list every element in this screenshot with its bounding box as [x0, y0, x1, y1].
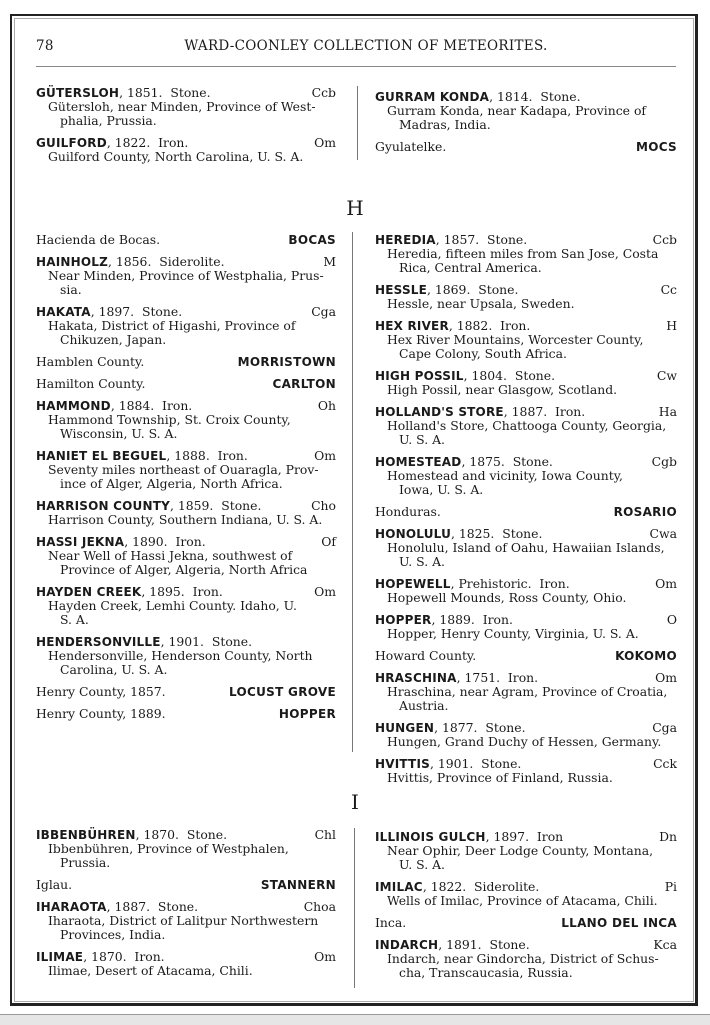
- entry-headline: [375, 319, 677, 333]
- locality-text: Rica, Central America.: [399, 260, 542, 275]
- locality-text: Iowa, U. S. A.: [399, 482, 484, 497]
- locality-text: Guilford County, North Carolina, U. S. A.: [48, 149, 304, 164]
- xref-label: Hacienda de Bocas.: [36, 232, 161, 247]
- entry-headline: [36, 535, 336, 549]
- entry-headline: [375, 757, 677, 771]
- meteorite-entry: [375, 319, 677, 361]
- meteorite-name: IBBENBÜHREN: [36, 828, 136, 842]
- classification-code: Cga: [311, 304, 336, 319]
- meteorite-entry: [375, 369, 677, 397]
- meteorite-entry: [375, 613, 677, 641]
- locality-text: Near Well of Hassi Jekna, southwest of: [48, 548, 293, 563]
- locality-text: Hopewell Mounds, Ross County, Ohio.: [387, 590, 627, 605]
- meteorite-name: HUNGEN: [375, 721, 435, 735]
- xref-target: MORRISTOWN: [237, 355, 336, 369]
- meteorite-entry: [36, 900, 336, 942]
- entry-headline: [36, 499, 336, 513]
- entry-headline: [36, 900, 336, 914]
- meteorite-entry: [36, 305, 336, 347]
- entry-date-type: , 1804. Stone.: [463, 368, 556, 383]
- classification-code: Ccb: [311, 85, 336, 100]
- entry-title: [36, 399, 192, 413]
- cross-reference: [375, 140, 677, 154]
- meteorite-name: HEREDIA: [375, 233, 436, 247]
- xref-target: STANNERN: [260, 878, 336, 892]
- entry-headline: [375, 671, 677, 685]
- locality-text: Ilimae, Desert of Atacama, Chili.: [48, 963, 253, 978]
- classification-code: M: [323, 254, 336, 269]
- meteorite-name: GÜTERSLOH: [36, 86, 120, 100]
- entry-title: [375, 405, 585, 419]
- meteorite-entry: [36, 535, 336, 577]
- classification-code: Cga: [652, 720, 677, 735]
- locality-text: Hakata, District of Higashi, Province of: [48, 318, 296, 333]
- meteorite-entry: [375, 721, 677, 749]
- section-letter-h: H: [346, 196, 364, 220]
- entry-date-type: , Prehistoric. Iron.: [450, 576, 570, 591]
- entry-date-type: , 1877. Stone.: [434, 720, 526, 735]
- entry-date-type: , 1822. Siderolite.: [422, 879, 540, 894]
- section-letter-i: I: [351, 790, 359, 814]
- meteorite-entry: [375, 671, 677, 713]
- classification-code: Cw: [656, 368, 677, 383]
- entry-headline: [375, 455, 677, 469]
- locality-text: phalia, Prussia.: [60, 113, 157, 128]
- column-divider: [357, 86, 358, 160]
- entry-date-type: , 1751. Iron.: [456, 670, 539, 685]
- entry-date-type: , 1851. Stone.: [119, 85, 211, 100]
- locality-text: Ibbenbühren, Province of Westphalen,: [48, 841, 289, 856]
- entry-title: [375, 233, 527, 247]
- xref-label: Gyulatelke.: [375, 139, 447, 154]
- entry-date-type: , 1870. Iron.: [83, 949, 165, 964]
- locality-text: Hayden Creek, Lemhi County. Idaho, U.: [48, 598, 297, 613]
- meteorite-name: HOPPER: [375, 613, 432, 627]
- meteorite-entry: [36, 499, 336, 527]
- meteorite-entry: [375, 757, 677, 785]
- xref-label: Hamilton County.: [36, 376, 146, 391]
- meteorite-name: ILIMAE: [36, 950, 84, 964]
- locality-text: Near Minden, Province of Westphalia, Prus-: [48, 268, 324, 283]
- entry-headline: [36, 828, 336, 842]
- entry-headline: [375, 721, 677, 735]
- locality-text: Hopper, Henry County, Virginia, U. S. A.: [387, 626, 639, 641]
- column-i-right: [375, 830, 677, 988]
- entry-date-type: , 1901. Stone.: [160, 634, 253, 649]
- meteorite-name: IHARAOTA: [36, 900, 107, 914]
- locality-text: Honolulu, Island of Oahu, Hawaiian Islands,: [387, 540, 665, 555]
- locality-text: Hvittis, Province of Finland, Russia.: [387, 770, 613, 785]
- column-g-right: [375, 90, 677, 162]
- entry-date-type: , 1897. Stone.: [90, 304, 183, 319]
- locality-text: Harrison County, Southern Indiana, U. S. A.: [48, 512, 323, 527]
- locality-text: Iharaota, District of Lalitpur Northwestern: [48, 913, 319, 928]
- meteorite-entry: [375, 830, 677, 872]
- meteorite-name: HAMMOND: [36, 399, 111, 413]
- locality-text: Seventy miles northeast of Ouaragla, Prov-: [48, 462, 319, 477]
- entry-date-type: , 1859. Stone.: [170, 498, 262, 513]
- entry-headline: [375, 880, 677, 894]
- xref-target: ROSARIO: [613, 505, 677, 519]
- meteorite-name: HASSI JEKNA: [36, 535, 125, 549]
- entry-headline: [36, 305, 336, 319]
- locality-text: U. S. A.: [399, 857, 445, 872]
- classification-code: Om: [314, 135, 336, 150]
- column-divider: [354, 828, 355, 988]
- entry-date-type: , 1857. Stone.: [435, 232, 528, 247]
- xref-label: Iglau.: [36, 877, 73, 892]
- locality-text: Province of Alger, Algeria, North Africa: [60, 562, 308, 577]
- locality-text: Heredia, fifteen miles from San Jose, Costa: [387, 246, 659, 261]
- meteorite-entry: [36, 136, 336, 164]
- entry-headline: [36, 255, 336, 269]
- meteorite-entry: [375, 938, 677, 980]
- entry-title: [375, 830, 563, 844]
- entry-title: [36, 86, 211, 100]
- meteorite-name: GURRAM KONDA: [375, 90, 490, 104]
- locality-text: Wisconsin, U. S. A.: [60, 426, 178, 441]
- classification-code: Om: [314, 584, 336, 599]
- meteorite-name: HOMESTEAD: [375, 455, 462, 469]
- entry-headline: [375, 613, 677, 627]
- entry-title: [375, 577, 570, 591]
- entry-headline: [36, 635, 336, 649]
- meteorite-name: GUILFORD: [36, 136, 107, 150]
- scan-bottom-edge: [0, 1014, 710, 1025]
- locality-text: S. A.: [60, 612, 89, 627]
- meteorite-name: HENDERSONVILLE: [36, 635, 161, 649]
- entry-title: [375, 455, 553, 469]
- entry-title: [36, 585, 223, 599]
- classification-code: Om: [655, 576, 677, 591]
- classification-code: Oh: [317, 398, 336, 413]
- classification-code: H: [666, 318, 677, 333]
- entry-title: [375, 369, 555, 383]
- meteorite-name: HIGH POSSIL: [375, 369, 464, 383]
- entry-date-type: , 1884. Iron.: [110, 398, 193, 413]
- locality-text: Madras, India.: [399, 117, 491, 132]
- entry-headline: [375, 527, 677, 541]
- entry-headline: [375, 405, 677, 419]
- classification-code: Cho: [311, 498, 336, 513]
- xref-label: Howard County.: [375, 648, 477, 663]
- locality-text: ince of Alger, Algeria, North Africa.: [60, 476, 283, 491]
- classification-code: Cgb: [651, 454, 677, 469]
- meteorite-entry: [36, 635, 336, 677]
- locality-text: Cape Colony, South Africa.: [399, 346, 567, 361]
- entry-headline: [375, 577, 677, 591]
- entry-date-type: , 1825. Stone.: [451, 526, 543, 541]
- entry-title: [36, 900, 198, 914]
- entry-headline: [36, 86, 336, 100]
- cross-reference: [36, 707, 336, 721]
- entry-title: [36, 305, 182, 319]
- entry-date-type: , 1901. Stone.: [429, 756, 522, 771]
- entry-headline: [36, 449, 336, 463]
- entry-title: [375, 671, 538, 685]
- entry-title: [36, 535, 206, 549]
- classification-code: Pi: [664, 879, 677, 894]
- entry-date-type: , 1882. Iron.: [448, 318, 531, 333]
- xref-target: LOCUST GROVE: [228, 685, 336, 699]
- column-h-right: [375, 233, 677, 793]
- locality-text: Hammond Township, St. Croix County,: [48, 412, 291, 427]
- xref-label: Honduras.: [375, 504, 441, 519]
- entry-title: [375, 90, 581, 104]
- locality-text: Chikuzen, Japan.: [60, 332, 167, 347]
- entry-date-type: , 1856. Siderolite.: [108, 254, 225, 269]
- cross-reference: [375, 505, 677, 519]
- locality-text: U. S. A.: [399, 554, 445, 569]
- entry-headline: [375, 283, 677, 297]
- classification-code: Ha: [658, 404, 677, 419]
- meteorite-entry: [375, 405, 677, 447]
- entry-headline: [36, 950, 336, 964]
- entry-date-type: , 1891. Stone.: [438, 937, 530, 952]
- meteorite-entry: [36, 449, 336, 491]
- column-i-left: [36, 828, 336, 986]
- xref-label: Henry County, 1857.: [36, 684, 166, 699]
- entry-headline: [375, 369, 677, 383]
- xref-label: Hamblen County.: [36, 354, 145, 369]
- meteorite-entry: [375, 577, 677, 605]
- locality-text: Homestead and vicinity, Iowa County,: [387, 468, 623, 483]
- entry-title: [375, 319, 530, 333]
- classification-code: Cwa: [649, 526, 677, 541]
- cross-reference: [36, 878, 336, 892]
- entry-title: [36, 255, 225, 269]
- locality-text: sia.: [60, 282, 82, 297]
- xref-label: Inca.: [375, 915, 407, 930]
- classification-code: Ccb: [652, 232, 677, 247]
- entry-date-type: , 1895. Iron.: [141, 584, 223, 599]
- entry-date-type: , 1897. Iron: [485, 829, 564, 844]
- running-title: WARD-COONLEY COLLECTION OF METEORITES.: [184, 38, 548, 54]
- meteorite-name: HONOLULU: [375, 527, 452, 541]
- meteorite-entry: [36, 255, 336, 297]
- classification-code: Om: [314, 949, 336, 964]
- classification-code: O: [666, 612, 677, 627]
- entry-date-type: , 1890. Iron.: [124, 534, 206, 549]
- locality-text: Prussia.: [60, 855, 111, 870]
- entry-date-type: , 1822. Iron.: [106, 135, 189, 150]
- locality-text: Holland's Store, Chattooga County, Georgia,: [387, 418, 667, 433]
- meteorite-entry: [375, 233, 677, 275]
- classification-code: Choa: [303, 899, 336, 914]
- classification-code: Of: [321, 534, 336, 549]
- entry-title: [375, 880, 539, 894]
- entry-title: [36, 449, 248, 463]
- column-g-left: [36, 86, 336, 172]
- meteorite-name: HOLLAND'S STORE: [375, 405, 504, 419]
- meteorite-name: HARRISON COUNTY: [36, 499, 171, 513]
- entry-date-type: , 1887. Stone.: [106, 899, 199, 914]
- header-rule: [36, 66, 676, 67]
- xref-target: HOPPER: [278, 707, 336, 721]
- meteorite-name: INDARCH: [375, 938, 439, 952]
- locality-text: U. S. A.: [399, 432, 445, 447]
- entry-title: [36, 635, 252, 649]
- classification-code: Dn: [659, 829, 677, 844]
- meteorite-entry: [36, 86, 336, 128]
- locality-text: Gurram Konda, near Kadapa, Province of: [387, 103, 646, 118]
- cross-reference: [375, 649, 677, 663]
- meteorite-entry: [375, 455, 677, 497]
- running-head: [36, 38, 676, 60]
- entry-date-type: , 1889. Iron.: [431, 612, 513, 627]
- classification-code: Om: [655, 670, 677, 685]
- cross-reference: [36, 377, 336, 391]
- entry-title: [375, 757, 521, 771]
- entry-headline: [36, 136, 336, 150]
- meteorite-name: IMILAC: [375, 880, 423, 894]
- meteorite-entry: [36, 399, 336, 441]
- locality-text: Hungen, Grand Duchy of Hessen, Germany.: [387, 734, 662, 749]
- entry-date-type: , 1875. Stone.: [461, 454, 553, 469]
- locality-text: Hraschina, near Agram, Province of Croatia,: [387, 684, 668, 699]
- meteorite-entry: [36, 585, 336, 627]
- entry-title: [375, 721, 526, 735]
- meteorite-name: HRASCHINA: [375, 671, 457, 685]
- meteorite-entry: [375, 527, 677, 569]
- meteorite-entry: [36, 828, 336, 870]
- entry-date-type: , 1870. Stone.: [135, 827, 228, 842]
- classification-code: Om: [314, 448, 336, 463]
- xref-target: MOCS: [635, 140, 677, 154]
- entry-headline: [36, 585, 336, 599]
- entry-headline: [375, 233, 677, 247]
- entry-headline: [375, 938, 677, 952]
- column-h-left: [36, 233, 336, 729]
- locality-text: Hex River Mountains, Worcester County,: [387, 332, 644, 347]
- meteorite-name: HAYDEN CREEK: [36, 585, 142, 599]
- locality-text: Gütersloh, near Minden, Province of West-: [48, 99, 316, 114]
- column-divider: [352, 232, 353, 752]
- classification-code: Cck: [653, 756, 677, 771]
- meteorite-name: HEX RIVER: [375, 319, 449, 333]
- locality-text: Wells of Imilac, Province of Atacama, Chili.: [387, 893, 658, 908]
- xref-target: KOKOMO: [615, 649, 677, 663]
- meteorite-entry: [375, 880, 677, 908]
- locality-text: Hendersonville, Henderson County, North: [48, 648, 313, 663]
- entry-headline: [36, 399, 336, 413]
- meteorite-entry: [36, 950, 336, 978]
- locality-text: Provinces, India.: [60, 927, 166, 942]
- meteorite-name: HVITTIS: [375, 757, 430, 771]
- page-number: 78: [36, 38, 54, 54]
- cross-reference: [36, 685, 336, 699]
- classification-code: Kca: [653, 937, 677, 952]
- locality-text: Near Ophir, Deer Lodge County, Montana,: [387, 843, 654, 858]
- locality-text: Carolina, U. S. A.: [60, 662, 168, 677]
- entry-title: [375, 938, 530, 952]
- classification-code: Chl: [314, 827, 336, 842]
- cross-reference: [375, 916, 677, 930]
- locality-text: High Possil, near Glasgow, Scotland.: [387, 382, 618, 397]
- entry-title: [375, 527, 542, 541]
- entry-title: [375, 283, 518, 297]
- meteorite-name: HAKATA: [36, 305, 91, 319]
- entry-date-type: , 1869. Stone.: [427, 282, 519, 297]
- entry-date-type: , 1887. Iron.: [503, 404, 586, 419]
- meteorite-name: HESSLE: [375, 283, 428, 297]
- xref-target: LLANO DEL INCA: [561, 916, 677, 930]
- meteorite-name: HANIET EL BEGUEL: [36, 449, 167, 463]
- locality-text: Hessle, near Upsala, Sweden.: [387, 296, 575, 311]
- entry-title: [36, 950, 165, 964]
- entry-date-type: , 1888. Iron.: [166, 448, 248, 463]
- cross-reference: [36, 233, 336, 247]
- entry-headline: [375, 830, 677, 844]
- xref-target: CARLTON: [272, 377, 336, 391]
- entry-date-type: , 1814. Stone.: [489, 89, 581, 104]
- classification-code: Cc: [660, 282, 677, 297]
- entry-title: [36, 499, 261, 513]
- locality-text: Indarch, near Gindorcha, District of Schus-: [387, 951, 659, 966]
- meteorite-name: HAINHOLZ: [36, 255, 109, 269]
- entry-headline: [375, 90, 677, 104]
- meteorite-name: HOPEWELL: [375, 577, 451, 591]
- meteorite-entry: [375, 90, 677, 132]
- locality-text: Austria.: [399, 698, 449, 713]
- entry-title: [375, 613, 513, 627]
- locality-text: cha, Transcaucasia, Russia.: [399, 965, 573, 980]
- xref-target: BOCAS: [288, 233, 336, 247]
- entry-title: [36, 136, 188, 150]
- entry-title: [36, 828, 227, 842]
- cross-reference: [36, 355, 336, 369]
- meteorite-entry: [375, 283, 677, 311]
- xref-label: Henry County, 1889.: [36, 706, 166, 721]
- meteorite-name: ILLINOIS GULCH: [375, 830, 486, 844]
